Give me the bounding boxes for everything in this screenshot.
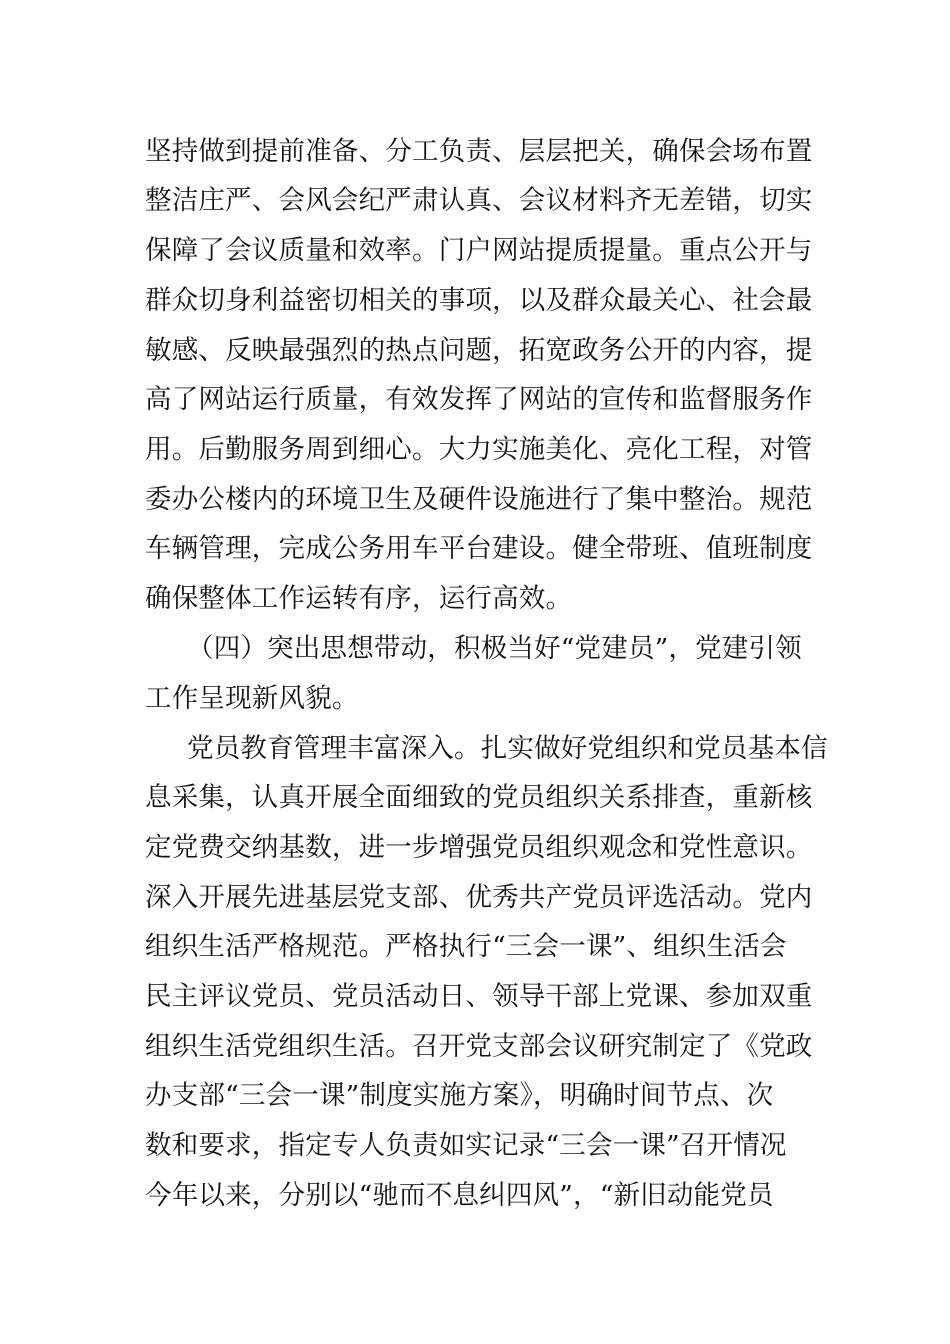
paragraph-line: 保障了会议质量和效率。门户网站提质提量。重点公开与 bbox=[145, 235, 813, 266]
paragraph-line: 息采集，认真开展全面细致的党员组织关系排查，重新核 bbox=[145, 782, 813, 813]
paragraph-line: 确保整体工作运转有序，运行高效。 bbox=[145, 583, 573, 614]
paragraph-line: 委办公楼内的环境卫生及硬件设施进行了集中整治。规范 bbox=[145, 484, 813, 515]
paragraph-line: 用。后勤服务周到细心。大力实施美化、亮化工程，对管 bbox=[145, 434, 813, 465]
paragraph-line: 敏感、反映最强烈的热点问题，拓宽政务公开的内容，提 bbox=[145, 335, 813, 366]
paragraph-line: 群众切身利益密切相关的事项，以及群众最关心、社会最 bbox=[145, 285, 813, 316]
paragraph-line: 高了网站运行质量，有效发挥了网站的宣传和监督服务作 bbox=[145, 384, 813, 415]
paragraph-line: 数和要求，指定专人负责如实记录“三会一课”召开情况 bbox=[145, 1130, 787, 1161]
paragraph-line: 民主评议党员、党员活动日、领导干部上党课、参加双重 bbox=[145, 981, 813, 1012]
paragraph-line: 组织生活严格规范。严格执行“三会一课”、组织生活会 bbox=[145, 931, 787, 962]
paragraph-line: 党员教育管理丰富深入。扎实做好党组织和党员基本信 bbox=[187, 733, 828, 764]
section-heading-line: 工作呈现新风貌。 bbox=[145, 683, 359, 714]
paragraph-line: 整洁庄严、会风会纪严肃认真、会议材料齐无差错，切实 bbox=[145, 185, 813, 216]
paragraph-line: 定党费交纳基数，进一步增强党员组织观念和党性意识。 bbox=[145, 832, 813, 863]
paragraph-line: 深入开展先进基层党支部、优秀共产党员评选活动。党内 bbox=[145, 882, 813, 913]
paragraph-line: 今年以来，分别以“驰而不息纠四风”，“新旧动能党员 bbox=[145, 1180, 774, 1211]
section-heading-line: （四）突出思想带动，积极当好“党建员”，党建引领 bbox=[187, 633, 802, 664]
paragraph-line: 组织生活党组织生活。召开党支部会议研究制定了《党政 bbox=[145, 1031, 813, 1062]
paragraph-line: 车辆管理，完成公务用车平台建设。健全带班、值班制度 bbox=[145, 533, 813, 564]
paragraph-line: 办支部“三会一课”制度实施方案》，明确时间节点、次 bbox=[145, 1080, 774, 1111]
paragraph-line: 坚持做到提前准备、分工负责、层层把关，确保会场布置 bbox=[145, 136, 813, 167]
